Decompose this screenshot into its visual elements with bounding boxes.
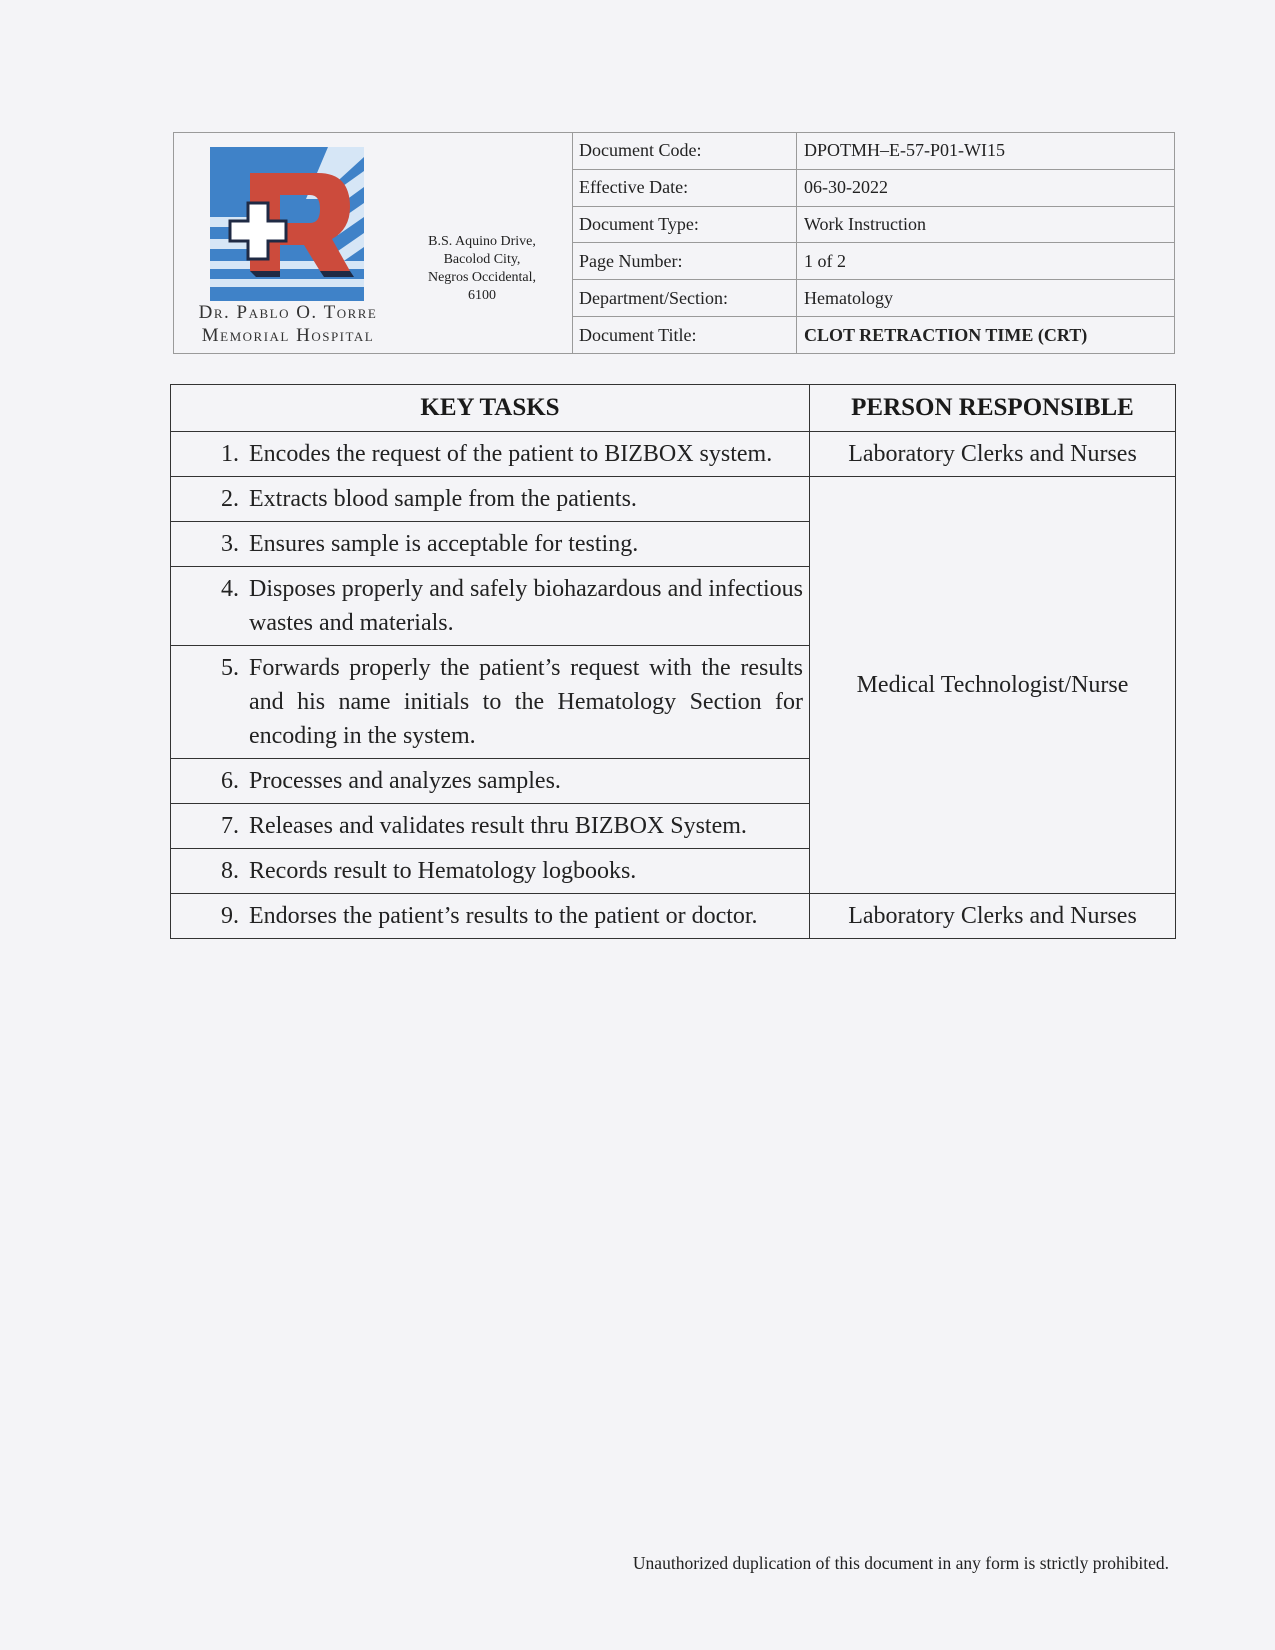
task-number: 4. bbox=[221, 576, 239, 602]
address-line: B.S. Aquino Drive, bbox=[428, 234, 536, 249]
key-tasks-table bbox=[170, 384, 1176, 939]
table-row bbox=[171, 432, 1176, 477]
person-responsible: Medical Technologist/Nurse bbox=[810, 477, 1176, 894]
task-text: Ensures sample is acceptable for testing. bbox=[249, 531, 639, 557]
person-responsible: Laboratory Clerks and Nurses bbox=[810, 432, 1176, 477]
table-row bbox=[171, 477, 1176, 522]
task-text: Encodes the request of the patient to BIZBOX system. bbox=[249, 441, 773, 467]
task-text: Extracts blood sample from the patients. bbox=[249, 486, 637, 512]
hospital-name bbox=[188, 301, 388, 347]
task-cell bbox=[171, 849, 810, 894]
task-cell bbox=[171, 432, 810, 477]
meta-value: 06-30-2022 bbox=[804, 177, 888, 198]
hospital-name-line2: Memorial Hospital bbox=[201, 325, 375, 346]
task-cell bbox=[171, 522, 810, 567]
task-text: Releases and validates result thru BIZBOX System. bbox=[249, 813, 747, 839]
task-number: 5. bbox=[221, 655, 239, 681]
hospital-logo bbox=[210, 147, 364, 301]
meta-value: Hematology bbox=[804, 287, 893, 308]
task-cell bbox=[171, 646, 810, 759]
task-text: Forwards properly the patient’s request with the results and his name initials to the Hematology Section for encoding in the system. bbox=[249, 655, 803, 749]
task-number: 3. bbox=[221, 531, 239, 557]
meta-label: Department/Section: bbox=[573, 280, 797, 316]
hospital-identity bbox=[174, 133, 572, 353]
task-number: 6. bbox=[221, 768, 239, 794]
hospital-name-line1: Dr. Pablo O. Torre bbox=[198, 302, 378, 323]
meta-row-page-number bbox=[573, 243, 1174, 280]
table-row bbox=[171, 894, 1176, 939]
footer-notice: Unauthorized duplication of this document in any form is strictly prohibited. bbox=[632, 1553, 1169, 1573]
task-text: Endorses the patient’s results to the patient or doctor. bbox=[249, 903, 758, 929]
person-responsible: Laboratory Clerks and Nurses bbox=[810, 894, 1176, 939]
task-number: 2. bbox=[221, 486, 239, 512]
meta-row-code bbox=[573, 133, 1174, 170]
task-cell bbox=[171, 477, 810, 522]
hospital-address bbox=[394, 233, 570, 305]
meta-label: Effective Date: bbox=[573, 170, 797, 206]
task-number: 1. bbox=[221, 441, 239, 467]
task-text: Records result to Hematology logbooks. bbox=[249, 858, 637, 884]
table-header-row bbox=[171, 385, 1176, 432]
meta-row-type bbox=[573, 207, 1174, 244]
document-title: CLOT RETRACTION TIME (CRT) bbox=[804, 324, 1088, 345]
meta-row-effective-date bbox=[573, 170, 1174, 207]
meta-label: Page Number: bbox=[573, 243, 797, 279]
meta-label: Document Type: bbox=[573, 207, 797, 243]
meta-label: Document Title: bbox=[573, 317, 797, 353]
address-line: 6100 bbox=[468, 288, 496, 303]
header-key-tasks: KEY TASKS bbox=[171, 385, 810, 432]
meta-label: Document Code: bbox=[573, 133, 797, 169]
meta-row-department bbox=[573, 280, 1174, 317]
task-text: Disposes properly and safely biohazardous and infectious wastes and materials. bbox=[249, 576, 803, 636]
task-cell bbox=[171, 567, 810, 646]
header-person-responsible: PERSON RESPONSIBLE bbox=[810, 385, 1176, 432]
address-line: Bacolod City, bbox=[443, 252, 521, 267]
task-number: 8. bbox=[221, 858, 239, 884]
address-line: Negros Occidental, bbox=[427, 270, 537, 285]
task-number: 9. bbox=[221, 903, 239, 929]
meta-value: 1 of 2 bbox=[804, 250, 846, 271]
task-text: Processes and analyzes samples. bbox=[249, 768, 561, 794]
meta-value: Work Instruction bbox=[804, 214, 927, 235]
document-header bbox=[173, 132, 1175, 354]
document-meta-table bbox=[572, 133, 1174, 353]
task-cell bbox=[171, 759, 810, 804]
task-cell bbox=[171, 804, 810, 849]
meta-value: DPOTMH–E-57-P01-WI15 bbox=[804, 140, 1005, 161]
task-cell bbox=[171, 894, 810, 939]
task-number: 7. bbox=[221, 813, 239, 839]
meta-row-title bbox=[573, 317, 1174, 353]
